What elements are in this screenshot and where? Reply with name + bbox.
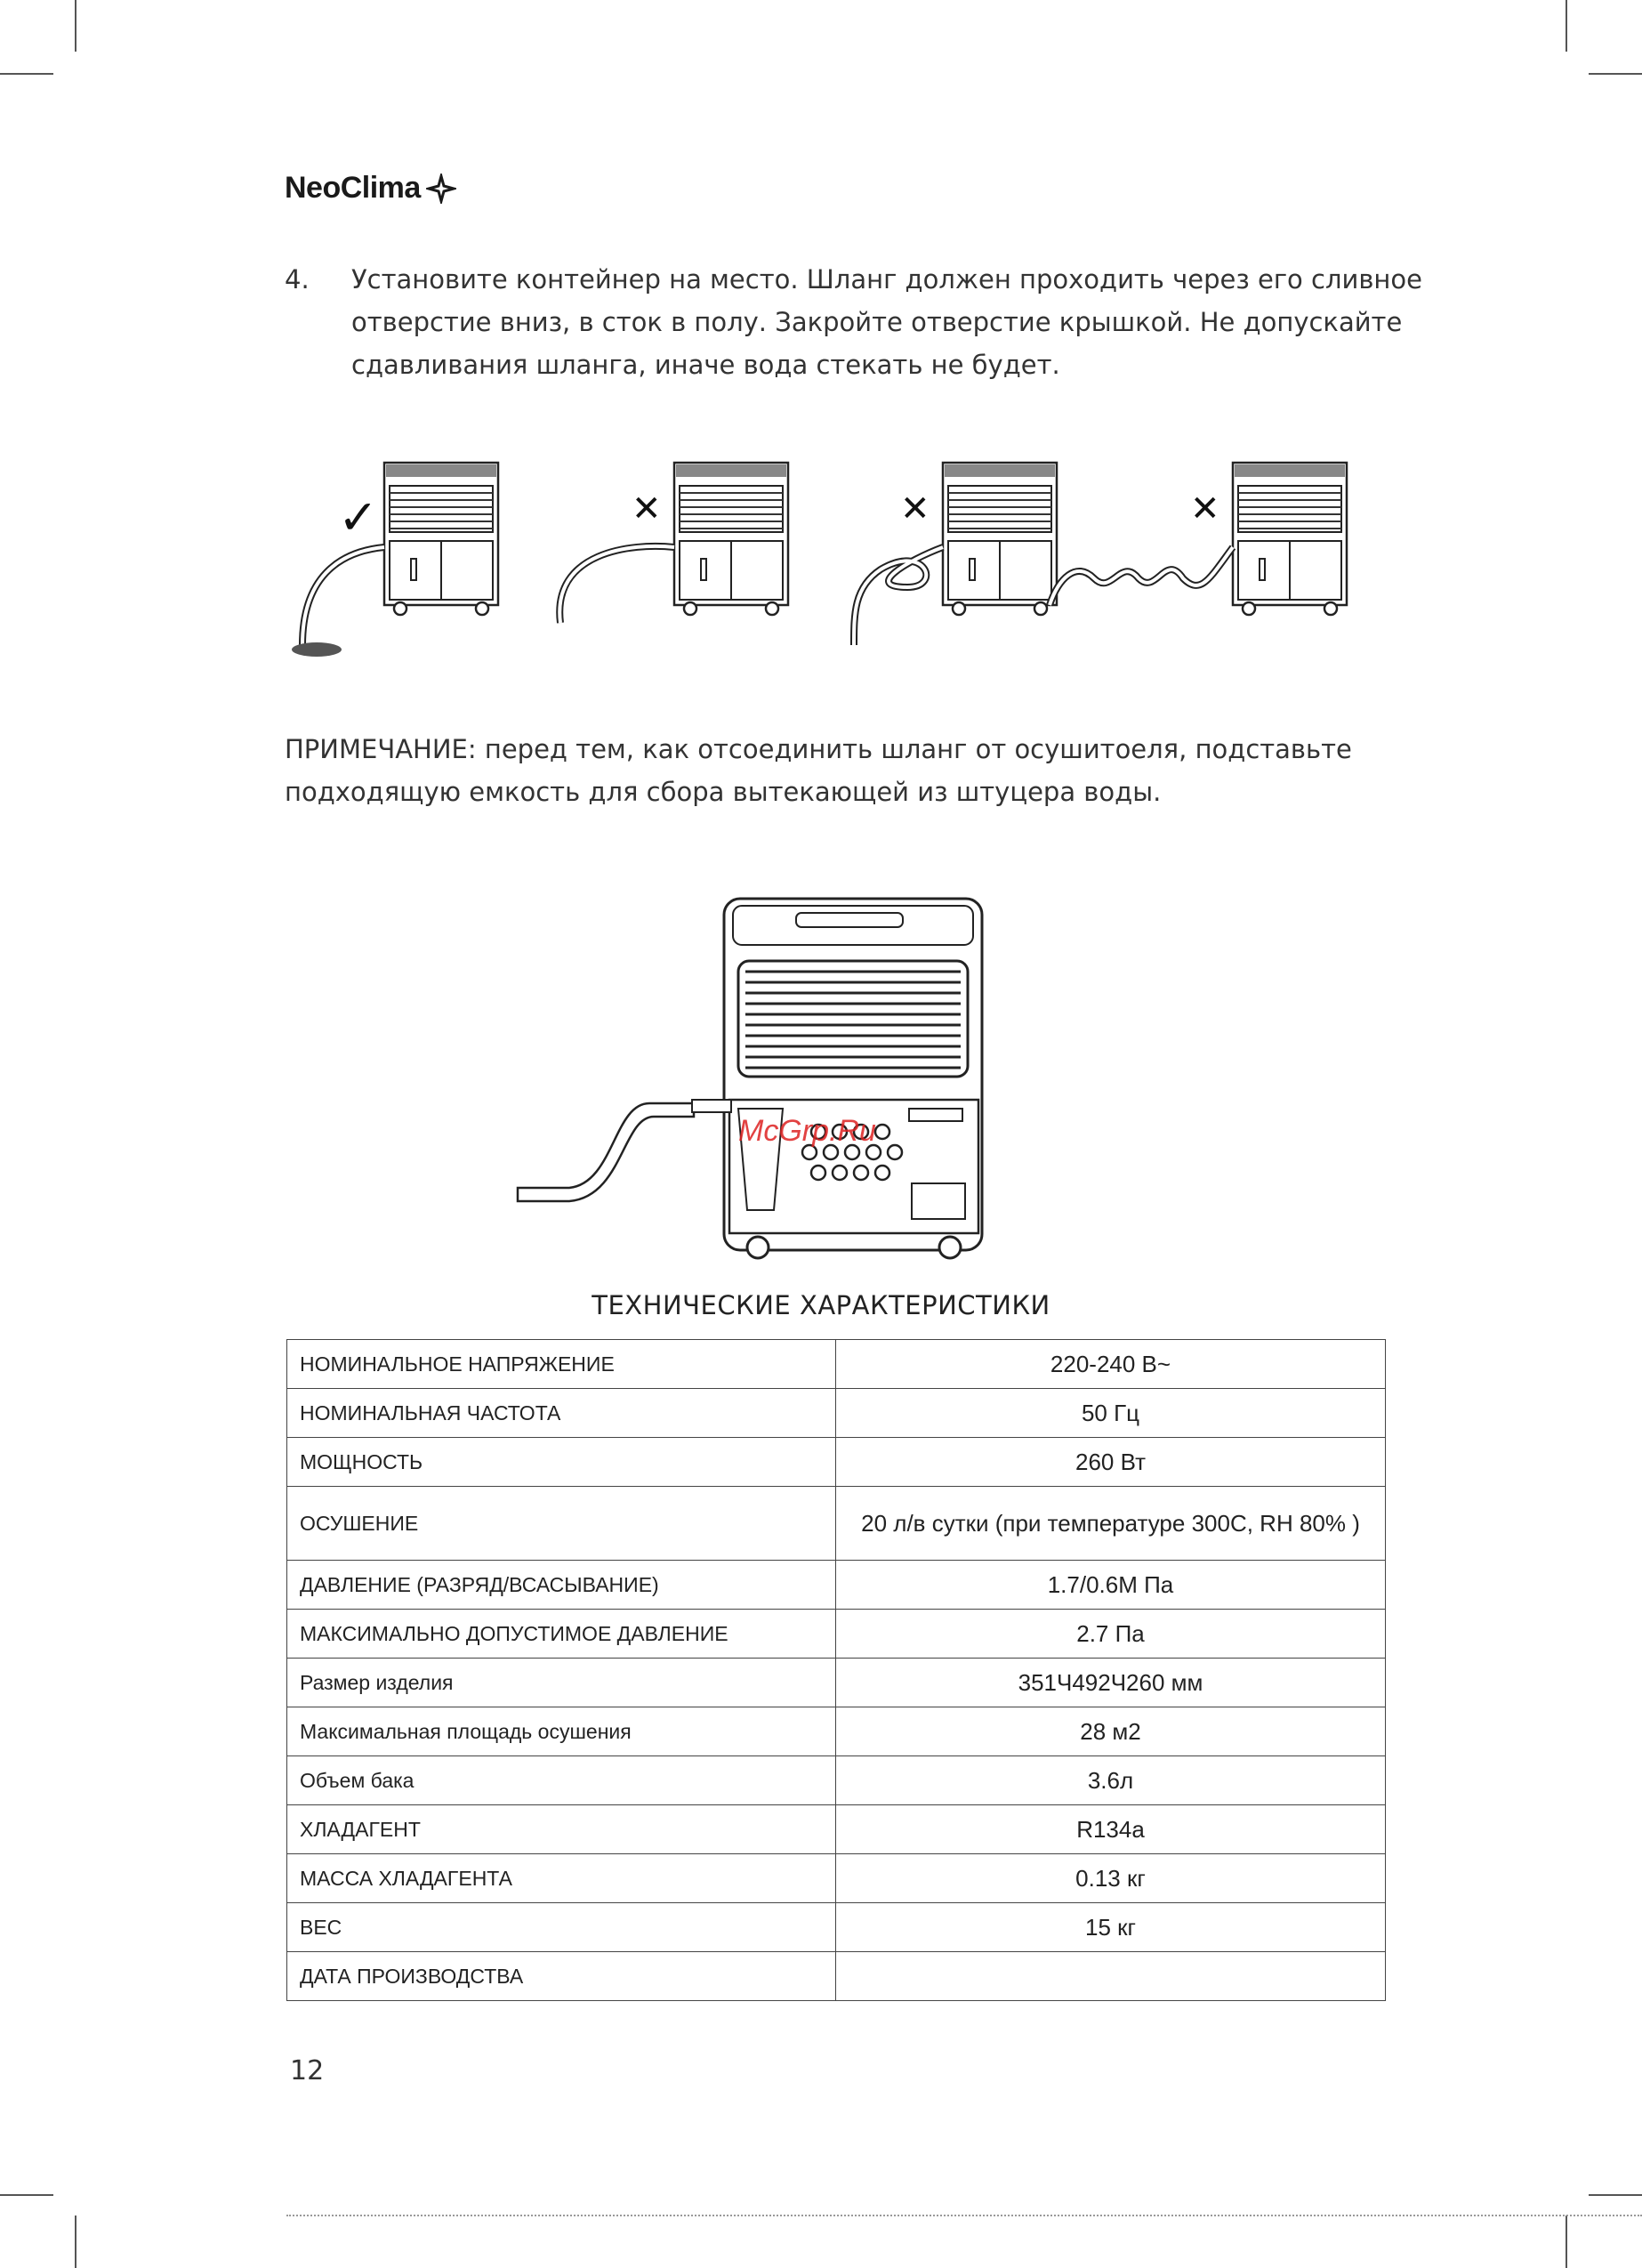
spec-value: 220-240 В~ (836, 1340, 1386, 1389)
step-number: 4. (285, 264, 310, 295)
spec-value: 15 кг (836, 1903, 1386, 1952)
specs-table (286, 1339, 1386, 2001)
watermark: McGrp.Ru (738, 1114, 876, 1148)
crop-mark (1589, 2194, 1642, 2196)
note-text: ПРИМЕЧАНИЕ: перед тем, как отсоединить шланг от осушитоеля, подставьте подходящую емкость для сбора вытекающей из штуцера воды. (285, 734, 1352, 807)
crop-mark (75, 2216, 76, 2268)
spec-label: ДАТА ПРОИЗВОДСТВА (287, 1952, 836, 2001)
check-mark: ✓ (338, 489, 379, 545)
page-number: 12 (290, 2055, 325, 2086)
table-row (287, 1756, 1386, 1805)
footer-divider (286, 2215, 1642, 2216)
step-text: Установите контейнер на место. Шланг должен проходить через его сливное отверстие вниз, в сток в полу. Закройте отверстие крышкой. Не допускайте сдавливания шланга, иначе вода стекать не будет. (351, 264, 1422, 380)
table-row (287, 1389, 1386, 1438)
spec-label: ОСУШЕНИЕ (287, 1487, 836, 1561)
spec-value: 351Ч492Ч260 мм (836, 1659, 1386, 1707)
cross-mark: ✕ (900, 488, 930, 529)
table-row (287, 1952, 1386, 2001)
spec-label: МАССА ХЛАДАГЕНТА (287, 1854, 836, 1903)
specs-title: ТЕХНИЧЕСКИЕ ХАРАКТЕРИСТИКИ (592, 1290, 1050, 1320)
spec-value: 2.7 Па (836, 1610, 1386, 1659)
brand-name: NeoClima (285, 171, 421, 205)
table-row (287, 1561, 1386, 1610)
table-row (287, 1659, 1386, 1707)
instruction-step (285, 258, 1441, 386)
table-row (287, 1805, 1386, 1854)
table-row (287, 1438, 1386, 1487)
crop-mark (1566, 2216, 1567, 2268)
table-row (287, 1487, 1386, 1561)
spec-value: 50 Гц (836, 1389, 1386, 1438)
crop-mark (1589, 73, 1642, 75)
spec-label: Объем бака (287, 1756, 836, 1805)
brand-star-icon (426, 174, 456, 204)
spec-value: 3.6л (836, 1756, 1386, 1805)
spec-label: ХЛАДАГЕНТ (287, 1805, 836, 1854)
spec-label: Максимальная площадь осушения (287, 1707, 836, 1756)
spec-label: НОМИНАЛЬНАЯ ЧАСТОТА (287, 1389, 836, 1438)
spec-value (836, 1952, 1386, 2001)
crop-mark (75, 0, 76, 52)
spec-label: Размер изделия (287, 1659, 836, 1707)
crop-mark (1566, 0, 1567, 52)
spec-label: ДАВЛЕНИЕ (РАЗРЯД/ВСАСЫВАНИЕ) (287, 1561, 836, 1610)
spec-value: R134a (836, 1805, 1386, 1854)
table-row (287, 1903, 1386, 1952)
spec-label: МОЩНОСТЬ (287, 1438, 836, 1487)
dehumidifier-rear-view (507, 890, 1005, 1263)
table-row (287, 1610, 1386, 1659)
cross-mark: ✕ (1190, 488, 1220, 529)
hose-placement-illustrations (285, 445, 1423, 667)
spec-label: МАКСИМАЛЬНО ДОПУСТИМОЕ ДАВЛЕНИЕ (287, 1610, 836, 1659)
crop-mark (0, 2194, 53, 2196)
table-row (287, 1340, 1386, 1389)
table-row (287, 1854, 1386, 1903)
spec-value: 260 Вт (836, 1438, 1386, 1487)
spec-value: 28 м2 (836, 1707, 1386, 1756)
spec-value: 1.7/0.6М Па (836, 1561, 1386, 1610)
spec-value: 0.13 кг (836, 1854, 1386, 1903)
brand-logo (285, 171, 456, 206)
spec-value: 20 л/в сутки (при температуре 300С, RH 80% ) (836, 1487, 1386, 1561)
crop-mark (0, 73, 53, 75)
table-row (287, 1707, 1386, 1756)
cross-mark: ✕ (632, 488, 662, 529)
spec-label: НОМИНАЛЬНОЕ НАПРЯЖЕНИЕ (287, 1340, 836, 1389)
spec-label: ВЕС (287, 1903, 836, 1952)
